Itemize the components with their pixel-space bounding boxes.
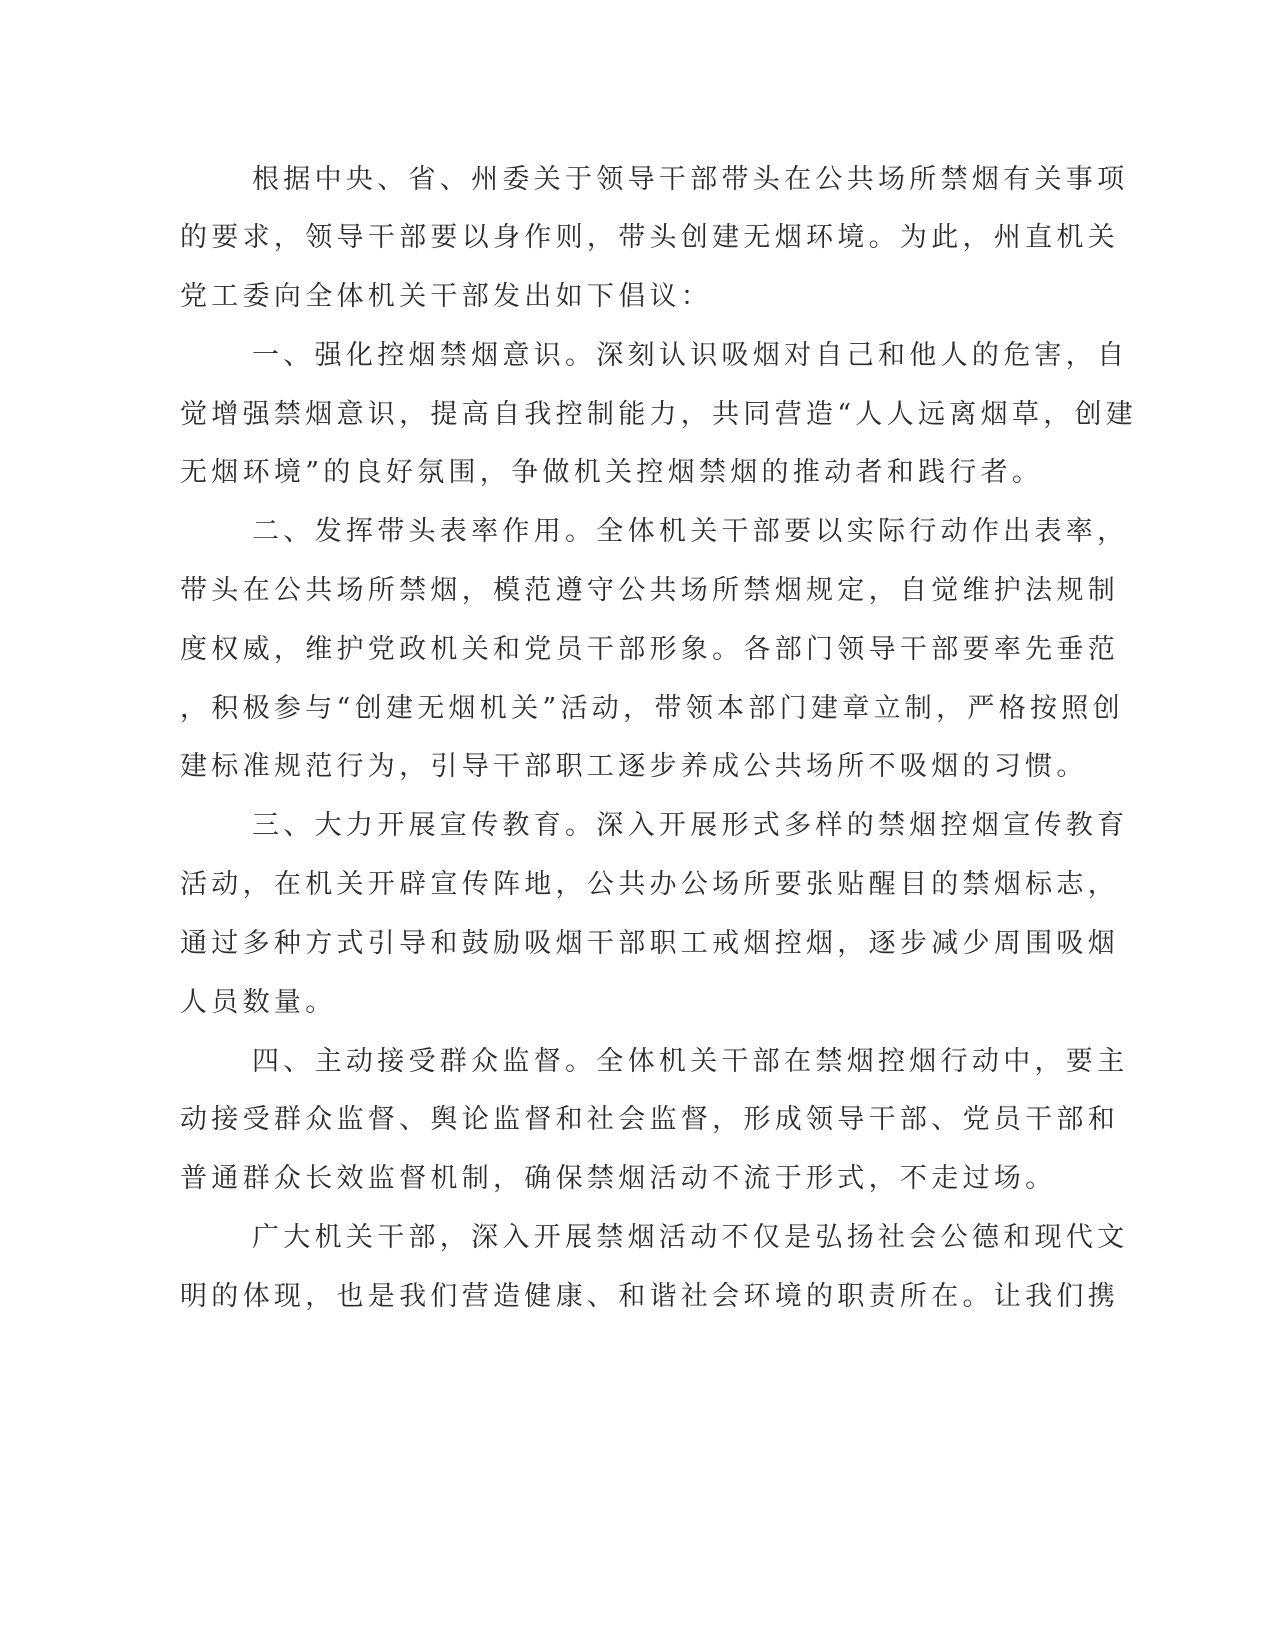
text-line: 建标准规范行为，引导干部职工逐步养成公共场所不吸烟的习惯。	[180, 751, 1088, 782]
text-line: 无烟环境”的良好氛围，争做机关控烟禁烟的推动者和践行者。	[180, 457, 1044, 488]
text-line: 人员数量。	[180, 987, 337, 1018]
text-line: 广大机关干部，深入开展禁烟活动不仅是弘扬社会公德和现代文	[252, 1222, 1129, 1253]
text-line: 通过多种方式引导和鼓励吸烟干部职工戒烟控烟，逐步减少周围吸烟	[180, 928, 1119, 959]
text-line: 二、发挥带头表率作用。全体机关干部要以实际行动作出表率，	[252, 516, 1129, 547]
text-line: 活动，在机关开辟宣传阵地，公共办公场所要张贴醒目的禁烟标志，	[180, 869, 1119, 900]
text-line: 一、强化控烟禁烟意识。深刻认识吸烟对自己和他人的危害，自	[252, 340, 1129, 371]
text-line: 四、主动接受群众监督。全体机关干部在禁烟控烟行动中，要主	[252, 1046, 1129, 1077]
text-line: 动接受群众监督、舆论监督和社会监督，形成领导干部、党员干部和	[180, 1104, 1119, 1135]
text-line: 明的体现，也是我们营造健康、和谐社会环境的职责所在。让我们携	[180, 1281, 1119, 1312]
text-line: 三、大力开展宣传教育。深入开展形式多样的禁烟控烟宣传教育	[252, 810, 1129, 841]
text-line: 带头在公共场所禁烟，模范遵守公共场所禁烟规定，自觉维护法规制	[180, 575, 1119, 606]
text-line: 觉增强禁烟意识，提高自我控制能力，共同营造“人人远离烟草，创建	[180, 399, 1138, 430]
text-line: ，积极参与“创建无烟机关”活动，带领本部门建章立制，严格按照创	[180, 693, 1124, 724]
text-line: 度权威，维护党政机关和党员干部形象。各部门领导干部要率先垂范	[180, 634, 1119, 665]
text-line: 普通群众长效监督机制，确保禁烟活动不流于形式，不走过场。	[180, 1163, 1057, 1194]
text-line: 的要求，领导干部要以身作则，带头创建无烟环境。为此，州直机关	[180, 222, 1119, 253]
text-line: 根据中央、省、州委关于领导干部带头在公共场所禁烟有关事项	[252, 164, 1129, 195]
text-line: 党工委向全体机关干部发出如下倡议：	[180, 281, 713, 312]
